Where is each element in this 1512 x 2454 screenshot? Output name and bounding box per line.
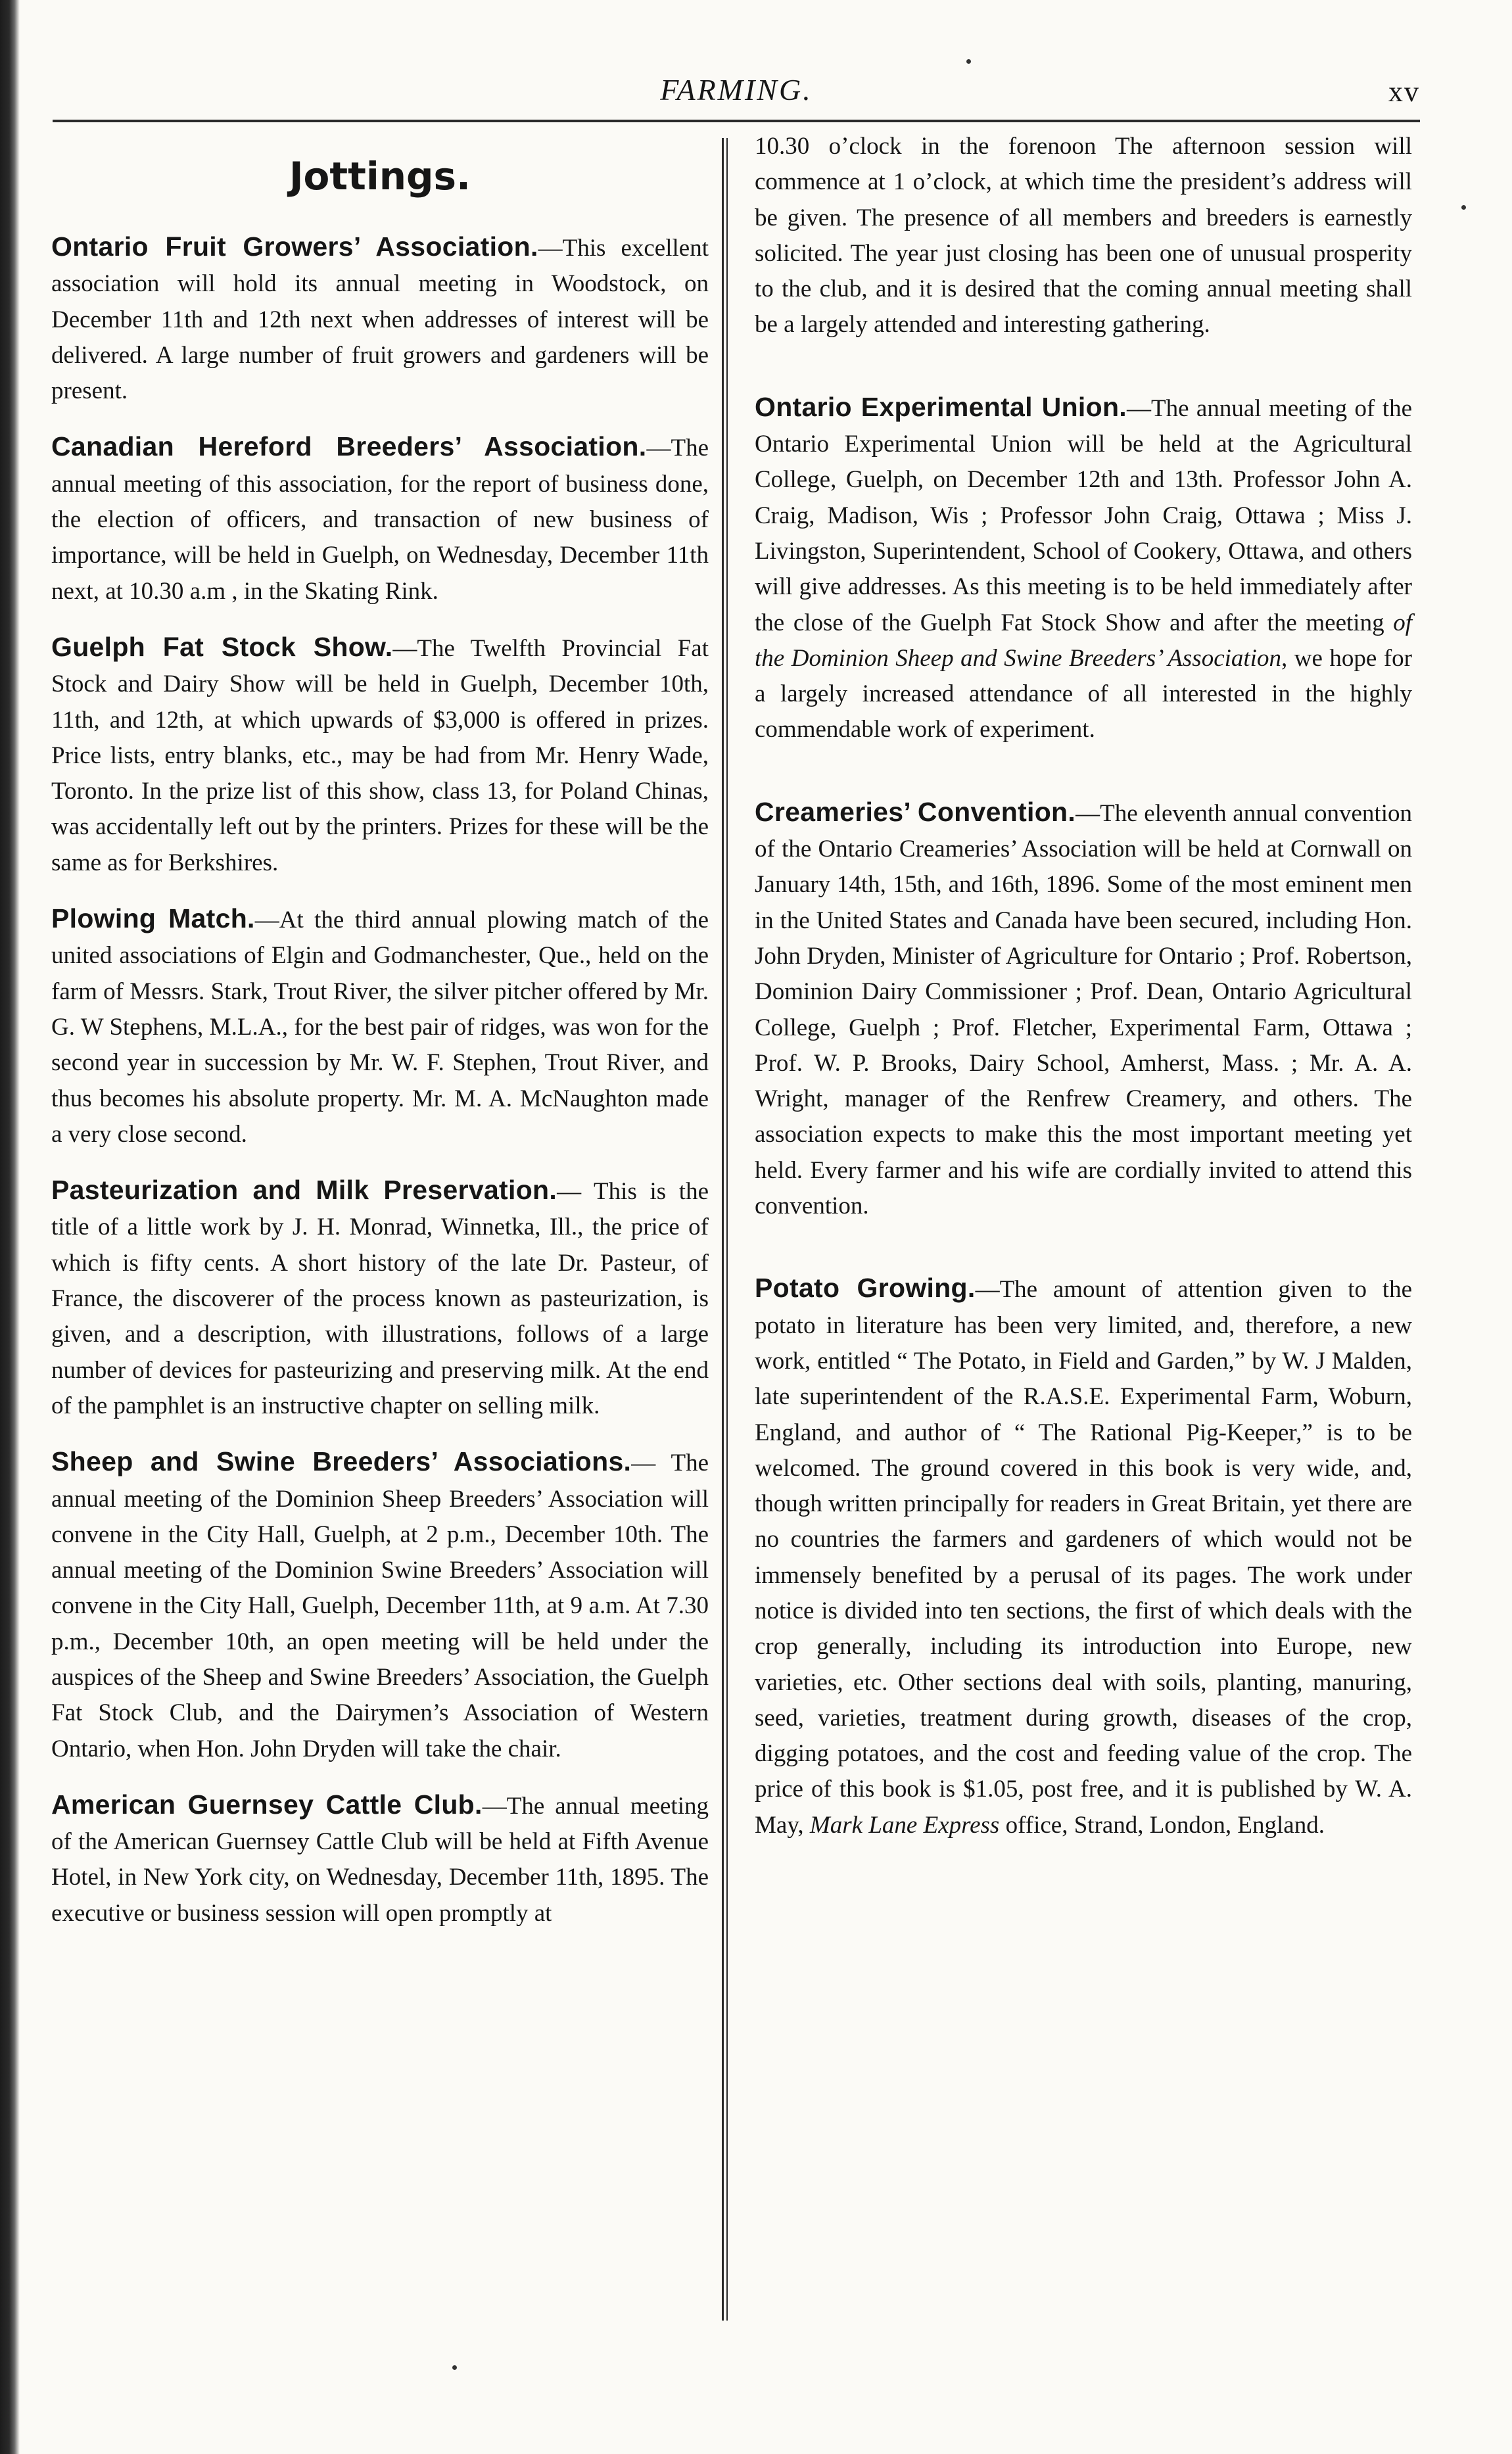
print-speck — [1461, 205, 1466, 210]
item-body: — The annual meeting of the Dominion Sheep Breeders’ Association will convene in the City Hall, Guelph, at 2 p.m., December 10th. The annual meeting of the Dominion Swine Breeders’ Association will convene in the City Hall, Guelph, December 11th, at 9 a.m. At 7.30 p.m., December 10th, an open meeting will be held under the auspices of the Sheep and Swine Breeders’ Association, the Guelph Fat Stock Club, and the Dairymen’s Association of Western Ontario, when Hon. John Dryden will take the chair. — [51, 1450, 709, 1762]
item-heading: Plowing Match. — [51, 903, 255, 934]
item-body: —The annual meeting of this association, for the report of business done, the election of officers, and transaction of new business of importance, will be held in Guelph, on Wednesday, December 11th next, at 10.30 a.m , in the Skating Rink. — [51, 435, 709, 605]
item-heading: Ontario Fruit Growers’ Association. — [51, 231, 538, 262]
item-body: — This is the title of a little work by J. H. Monrad, Winnetka, Ill., the price of which is fifty cents. A short history of the late Dr. Pasteur, of France, the discoverer of the process known as pasteurization, is given, and a description, with illustrations, follows of a large number of devices for pasteurizing and preserving milk. At the end of the pamphlet is an instructive chapter on selling milk. — [51, 1178, 709, 1419]
item-guelph-fat-stock — [51, 629, 709, 881]
item-heading: Guelph Fat Stock Show. — [51, 631, 393, 662]
item-pasteurization — [51, 1172, 709, 1424]
item-american-guernsey-continued — [755, 129, 1412, 343]
item-heading: Ontario Experimental Union. — [755, 391, 1127, 422]
item-heading: Canadian Hereford Breeders’ Association. — [51, 431, 647, 462]
page-number: xv — [1388, 76, 1420, 108]
item-heading: Pasteurization and Milk Preservation. — [51, 1175, 557, 1206]
item-body-italic: Mark Lane Express — [809, 1811, 1000, 1839]
item-body: we hope for a largely increased attendance of all interested in the highly commendable work of experiment. — [755, 644, 1412, 743]
page-header — [53, 72, 1420, 112]
section-title: Jottings. — [289, 154, 471, 199]
column-divider — [722, 138, 724, 2321]
item-heading: American Guernsey Cattle Club. — [51, 1789, 483, 1820]
right-column — [755, 129, 1412, 1863]
item-body: —At the third annual plowing match of the united associations of Elgin and Godmanchester, Que., held on the farm of Messrs. Stark, Trout River, the silver pitcher offered by Mr. G. W Stephens, M.L.A., for the best pair of ridges, was won for the second year in succession by Mr. W. F. Stephen, Trout River, and thus becomes his absolute property. Mr. M. A. McNaughton made a very close second. — [51, 907, 709, 1148]
item-creameries — [755, 794, 1412, 1225]
column-divider-inner — [726, 138, 728, 2321]
header-rule — [53, 120, 1420, 122]
item-body: —The annual meeting of the American Guernsey Cattle Club will be held at Fifth Avenue Hotel, in New York city, on Wednesday, December 11th, 1895. The executive or business session will open promptly at — [51, 1792, 709, 1927]
item-ontario-fruit-growers — [51, 229, 709, 409]
item-body: —The annual meeting of the Ontario Experimental Union will be held at the Agricultural College, Guelph, on December 12th and 13th. Professor John A. Craig, Madison, Wis ; Professor John Craig, Ottawa ; Miss J. Livingston, Superintendent, School of Cookery, Ottawa, and others will give addresses. As this meeting is to be held immediately after the close of the Guelph Fat Stock Show and after the meeting — [755, 394, 1412, 636]
item-american-guernsey — [51, 1787, 709, 1931]
running-title: FARMING. — [660, 73, 813, 106]
item-body: —The Twelfth Provincial Fat Stock and Dairy Show will be held in Guelph, December 10th, 11th, and 12th, at which upwards of $3,000 is offered in prizes. Price lists, entry blanks, etc., may be had from Mr. Henry Wade, Toronto. In the prize list of this show, class 13, for Poland Chinas, was accidentally left out by the printers. Prizes for these will be the same as for Berkshires. — [51, 634, 709, 876]
item-body: —The amount of attention given to the potato in literature has been very limited, and, therefore, a new work, entitled “ The Potato, in Field and Garden,” by W. J Malden, late superintendent of the R.A.S.E. Experimental Farm, Woburn, England, and author of “ The Rational Pig-Keeper,” is to be welcomed. The ground covered in this book is very wide, and, though written principally for readers in Great Britain, yet there are no countries the farmers and gardeners of which would not be immensely benefited by a perusal of its pages. The work under notice is divided into ten sections, the first of which deals with the crop generally, including its introduction into Europe, new varieties, etc. Other sections deal with soils, planting, manuring, seed, varieties, treatment during growth, diseases of the crop, digging potatoes, and the cost and feeding value of the crop. The price of this book is $1.05, post free, and it is published by W. A. May, — [755, 1276, 1412, 1839]
item-body: —This excellent association will hold its annual meeting in Woodstock, on December 11th and 12th next when addresses of interest will be delivered. A large number of fruit growers and gardeners will be present. — [51, 235, 709, 405]
item-heading: Potato Growing. — [755, 1273, 976, 1304]
print-speck — [452, 2365, 457, 2370]
item-ontario-experimental — [755, 389, 1412, 748]
item-body: —The eleventh annual convention of the Ontario Creameries’ Association will be held at Cornwall on January 14th, 15th, and 16th, 1896. Some of the most eminent men in the United States and Canada have been secured, including Hon. John Dryden, Minister of Agriculture for Ontario ; Prof. Robertson, Dominion Dairy Commissioner ; Prof. Dean, Ontario Agricultural College, Guelph ; Prof. Fletcher, Experimental Farm, Ottawa ; Prof. W. P. Brooks, Dairy School, Amherst, Mass. ; Mr. A. A. Wright, manager of the Renfrew Creamery, and others. The association expects to make this the most important meeting yet held. Every farmer and his wife are cordially invited to attend this convention. — [755, 799, 1412, 1220]
item-body: 10.30 o’clock in the forenoon The afternoon session will commence at 1 o’clock, at which time the president’s address will be given. The presence of all members and breeders is earnestly solicited. The year just closing has been one of unusual prosperity to the club, and it is desired that the coming annual meeting shall be a largely attended and interesting gathering. — [755, 133, 1412, 339]
binding-edge — [0, 0, 20, 2454]
item-heading: Creameries’ Convention. — [755, 796, 1076, 827]
item-heading: Sheep and Swine Breeders’ Associations. — [51, 1446, 632, 1477]
item-body: office, Strand, London, England. — [999, 1811, 1325, 1839]
item-potato-growing — [755, 1270, 1412, 1843]
item-canadian-hereford — [51, 429, 709, 609]
item-plowing-match — [51, 901, 709, 1152]
print-speck — [966, 59, 971, 64]
item-sheep-swine — [51, 1444, 709, 1767]
left-column — [51, 129, 709, 1951]
item-body-italic: of the Dominion Sheep and Swine Breeders’ Association, — [755, 609, 1412, 672]
